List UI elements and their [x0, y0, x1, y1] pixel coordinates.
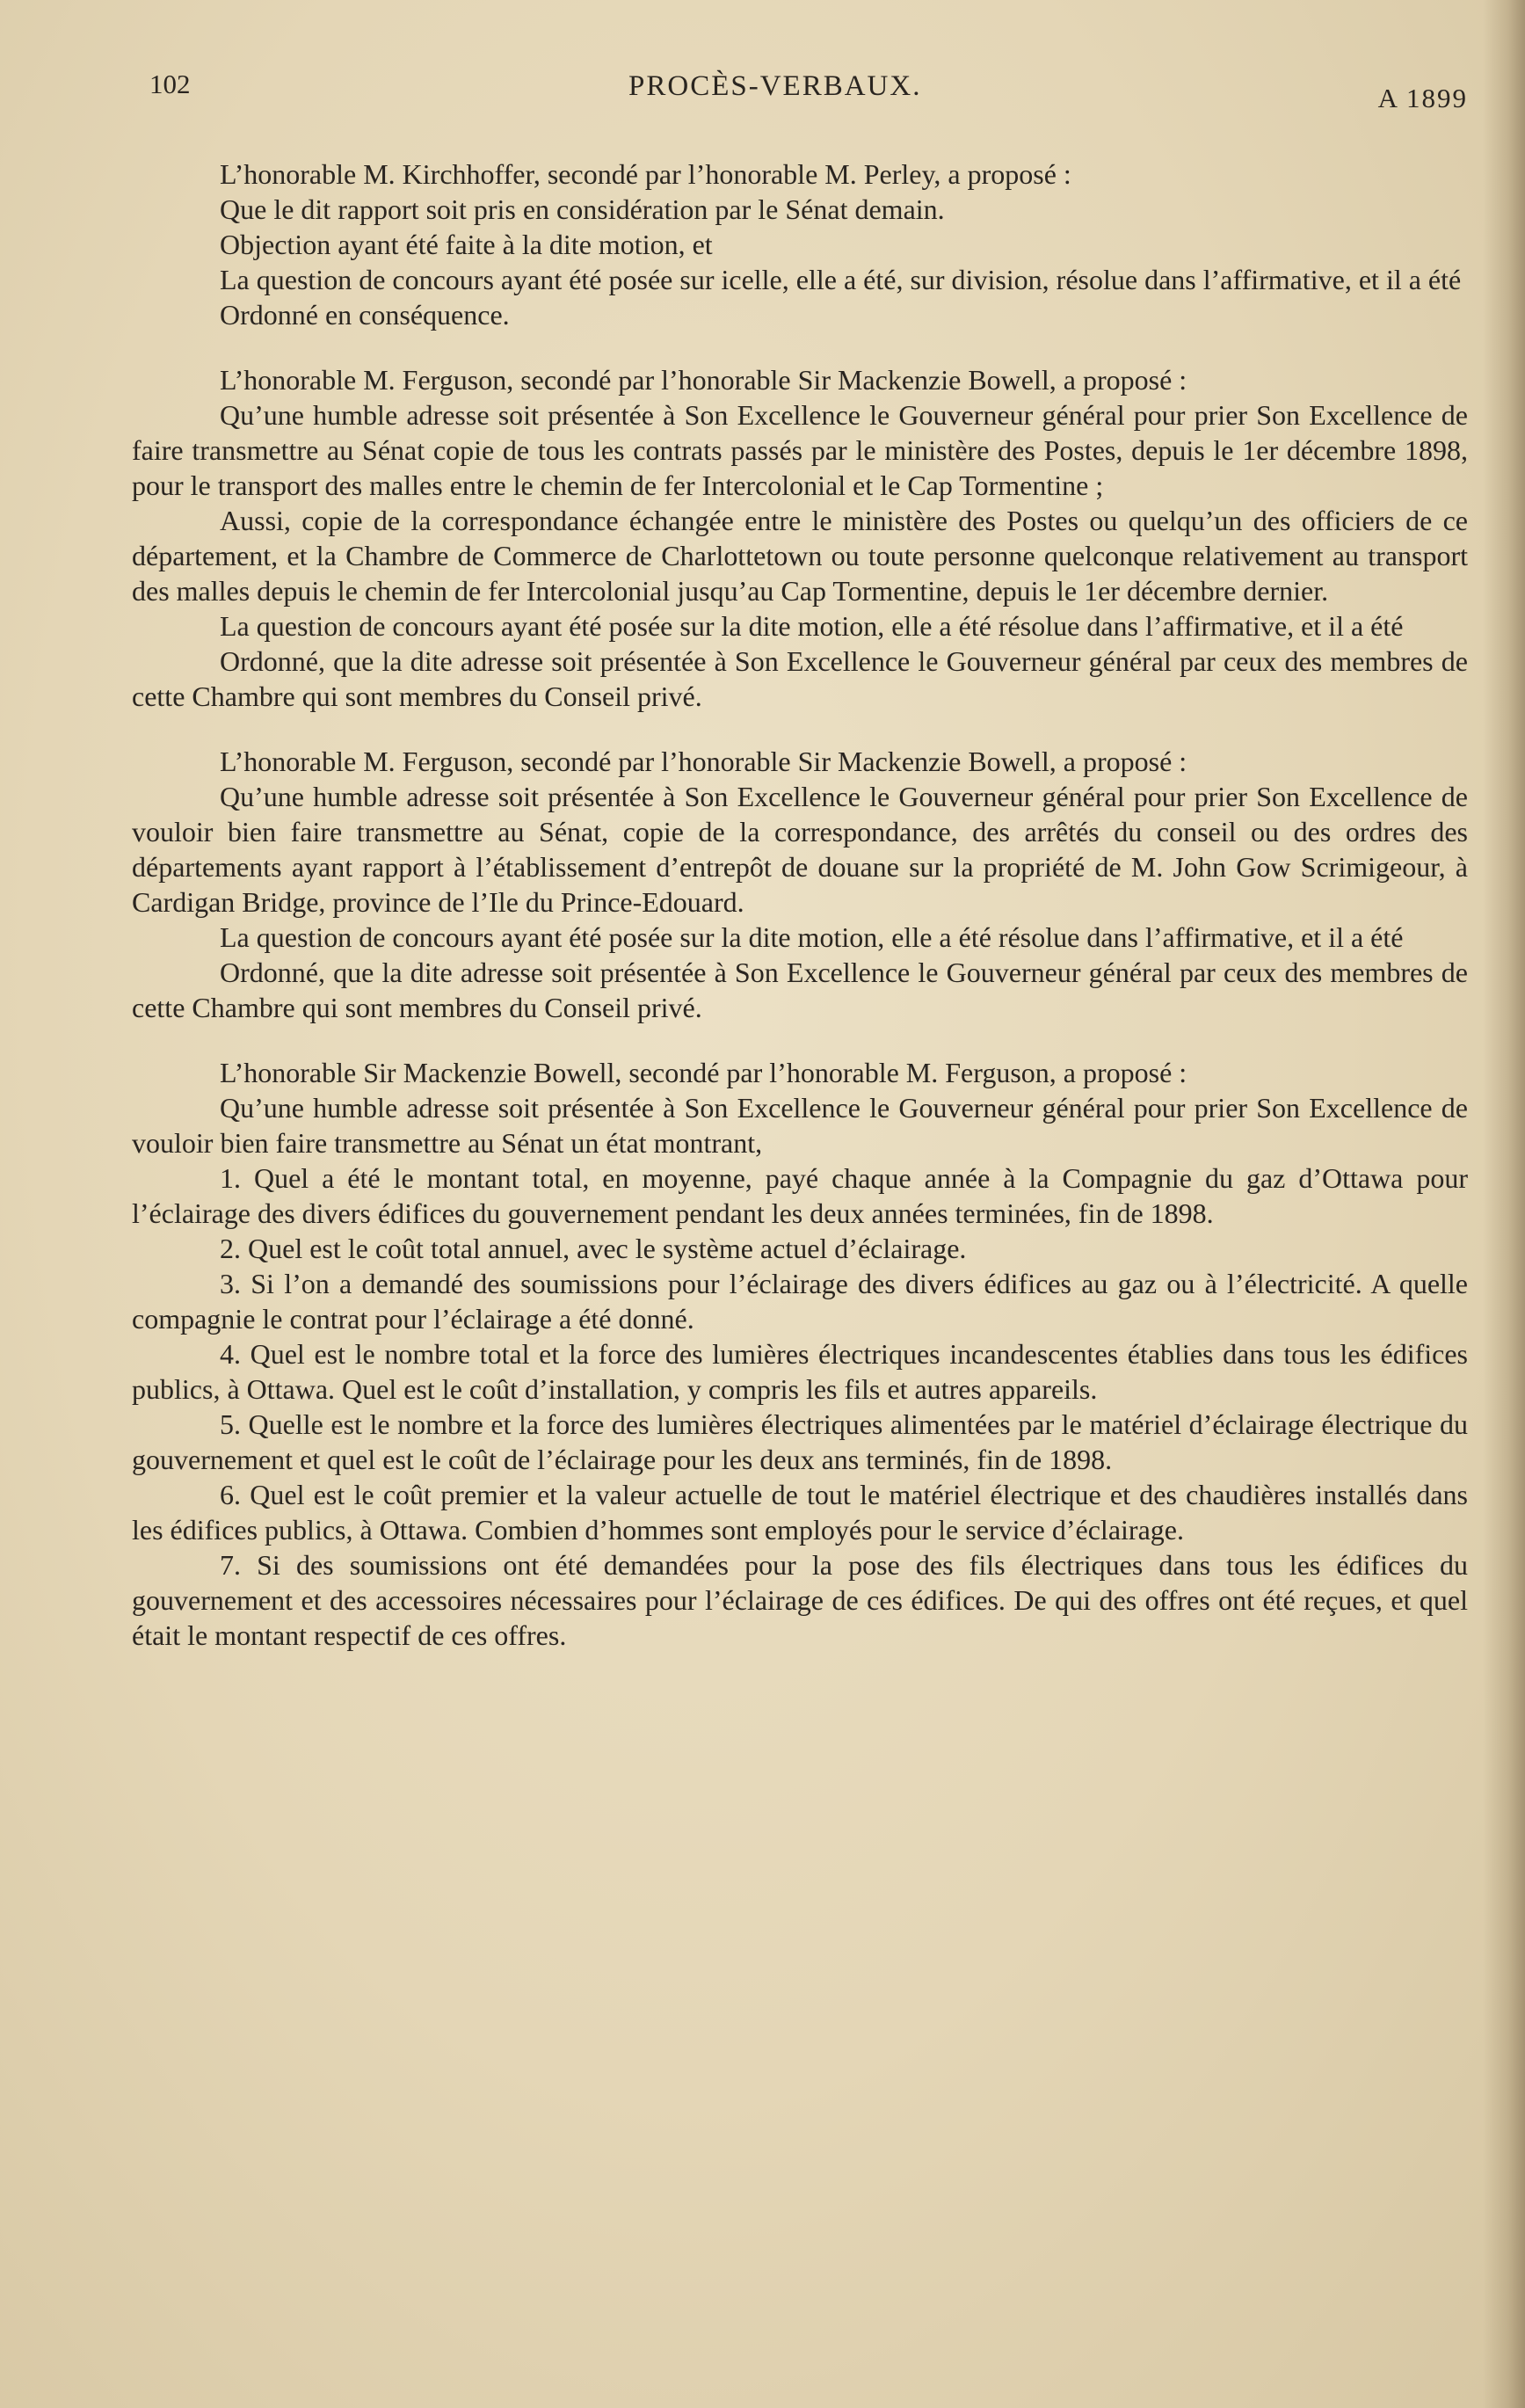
paragraph: Ordonné en conséquence.: [220, 299, 510, 331]
paragraph: Ordonné, que la dite adresse soit présentée à Son Excellence le Gouverneur général par ceux des membres de cette Chambre qui sont membres du Conseil privé.: [132, 957, 1468, 1023]
numbered-question: 7. Si des soumissions ont été demandées pour la pose des fils électriques dans tous les édifices du gouvernement et des accessoires nécessaires pour l’éclairage de ces édifices. De qui des offres ont été reçues, et quel était le montant respectif de ces offres.: [132, 1549, 1468, 1651]
paragraph: L’honorable M. Ferguson, secondé par l’honorable Sir Mackenzie Bowell, a proposé :: [220, 746, 1187, 777]
paragraph: Qu’une humble adresse soit présentée à Son Excellence le Gouverneur général pour prier Son Excellence de vouloir bien faire transmettre au Sénat un état montrant,: [132, 1092, 1468, 1159]
page-edge-shadow: [1483, 0, 1525, 2408]
paragraph: L’honorable Sir Mackenzie Bowell, secondé par l’honorable M. Ferguson, a proposé :: [220, 1057, 1187, 1088]
paragraph: Aussi, copie de la correspondance échangée entre le ministère des Postes ou quelqu’un des officiers de ce département, et la Chambre de Commerce de Charlottetown ou toute personne quelconque relativement au transport des malles depuis le chemin de fer Intercolonial jusqu’au Cap Tormentine, depuis le 1er décembre dernier.: [132, 505, 1468, 607]
numbered-question: 4. Quel est le nombre total et la force des lumières électriques incandescentes établies dans tous les édifices publics, à Ottawa. Quel est le coût d’installation, y compris les fils et autres appareils.: [132, 1338, 1468, 1405]
paragraph: La question de concours ayant été posée sur la dite motion, elle a été résolue dans l’affirmative, et il a été: [220, 921, 1404, 953]
running-title: PROCÈS-VERBAUX.: [628, 70, 922, 102]
paragraph: La question de concours ayant été posée sur la dite motion, elle a été résolue dans l’affirmative, et il a été: [220, 610, 1404, 642]
paragraph: L’honorable M. Kirchhoffer, secondé par l’honorable M. Perley, a proposé :: [220, 158, 1071, 190]
paragraph: La question de concours ayant été posée sur icelle, elle a été, sur division, résolue dans l’affirmative, et il a été: [220, 264, 1462, 295]
motion-ferguson-postes: [132, 362, 1468, 714]
paragraph: Objection ayant été faite à la dite motion, et: [220, 229, 713, 260]
numbered-question: 2. Quel est le coût total annuel, avec le système actuel d’éclairage.: [220, 1233, 967, 1264]
page-header: [149, 63, 1468, 116]
paragraph: Que le dit rapport soit pris en considération par le Sénat demain.: [220, 193, 945, 225]
numbered-question: 5. Quelle est le nombre et la force des lumières électriques alimentées par le matériel d’éclairage électrique du gouvernement et quel est le coût de l’éclairage pour les deux ans terminés, fin de 1898.: [132, 1408, 1468, 1475]
numbered-question: 1. Quel a été le montant total, en moyenne, payé chaque année à la Compagnie du gaz d’Ottawa pour l’éclairage des divers édifices du gouvernement pendant les deux années terminées, fin de 1898.: [132, 1162, 1468, 1229]
paragraph: Qu’une humble adresse soit présentée à Son Excellence le Gouverneur général pour prier Son Excellence de faire transmettre au Sénat copie de tous les contrats passés par le ministère des Postes, depuis le 1er décembre 1898, pour le transport des malles entre le chemin de fer Intercolonial et le Cap Tormentine ;: [132, 399, 1468, 501]
motion-ferguson-douane: [132, 744, 1468, 1025]
paragraph: Ordonné, que la dite adresse soit présentée à Son Excellence le Gouverneur général par ceux des membres de cette Chambre qui sont membres du Conseil privé.: [132, 645, 1468, 712]
session-tag: A 1899: [1377, 83, 1468, 113]
motion-kirchhoffer: [132, 156, 1468, 332]
page-body: [132, 156, 1468, 1683]
numbered-question: 6. Quel est le coût premier et la valeur actuelle de tout le matériel électrique et des chaudières installés dans les édifices publics, à Ottawa. Combien d’hommes sont employés pour le service d’éclairage.: [132, 1479, 1468, 1546]
paragraph: Qu’une humble adresse soit présentée à Son Excellence le Gouverneur général pour prier Son Excellence de vouloir bien faire transmettre au Sénat, copie de la correspondance, des arrêtés du conseil ou des ordres des départements ayant rapport à l’établissement d’entrepôt de douane sur la propriété de M. John Gow Scrimigeour, à Cardigan Bridge, province de l’Ile du Prince-Edouard.: [132, 781, 1468, 918]
page-number: 102: [149, 69, 191, 99]
motion-bowell-eclairage: [132, 1055, 1468, 1653]
numbered-question: 3. Si l’on a demandé des soumissions pour l’éclairage des divers édifices au gaz ou à l’électricité. A quelle compagnie le contrat pour l’éclairage a été donné.: [132, 1268, 1468, 1335]
paragraph: L’honorable M. Ferguson, secondé par l’honorable Sir Mackenzie Bowell, a proposé :: [220, 364, 1187, 396]
